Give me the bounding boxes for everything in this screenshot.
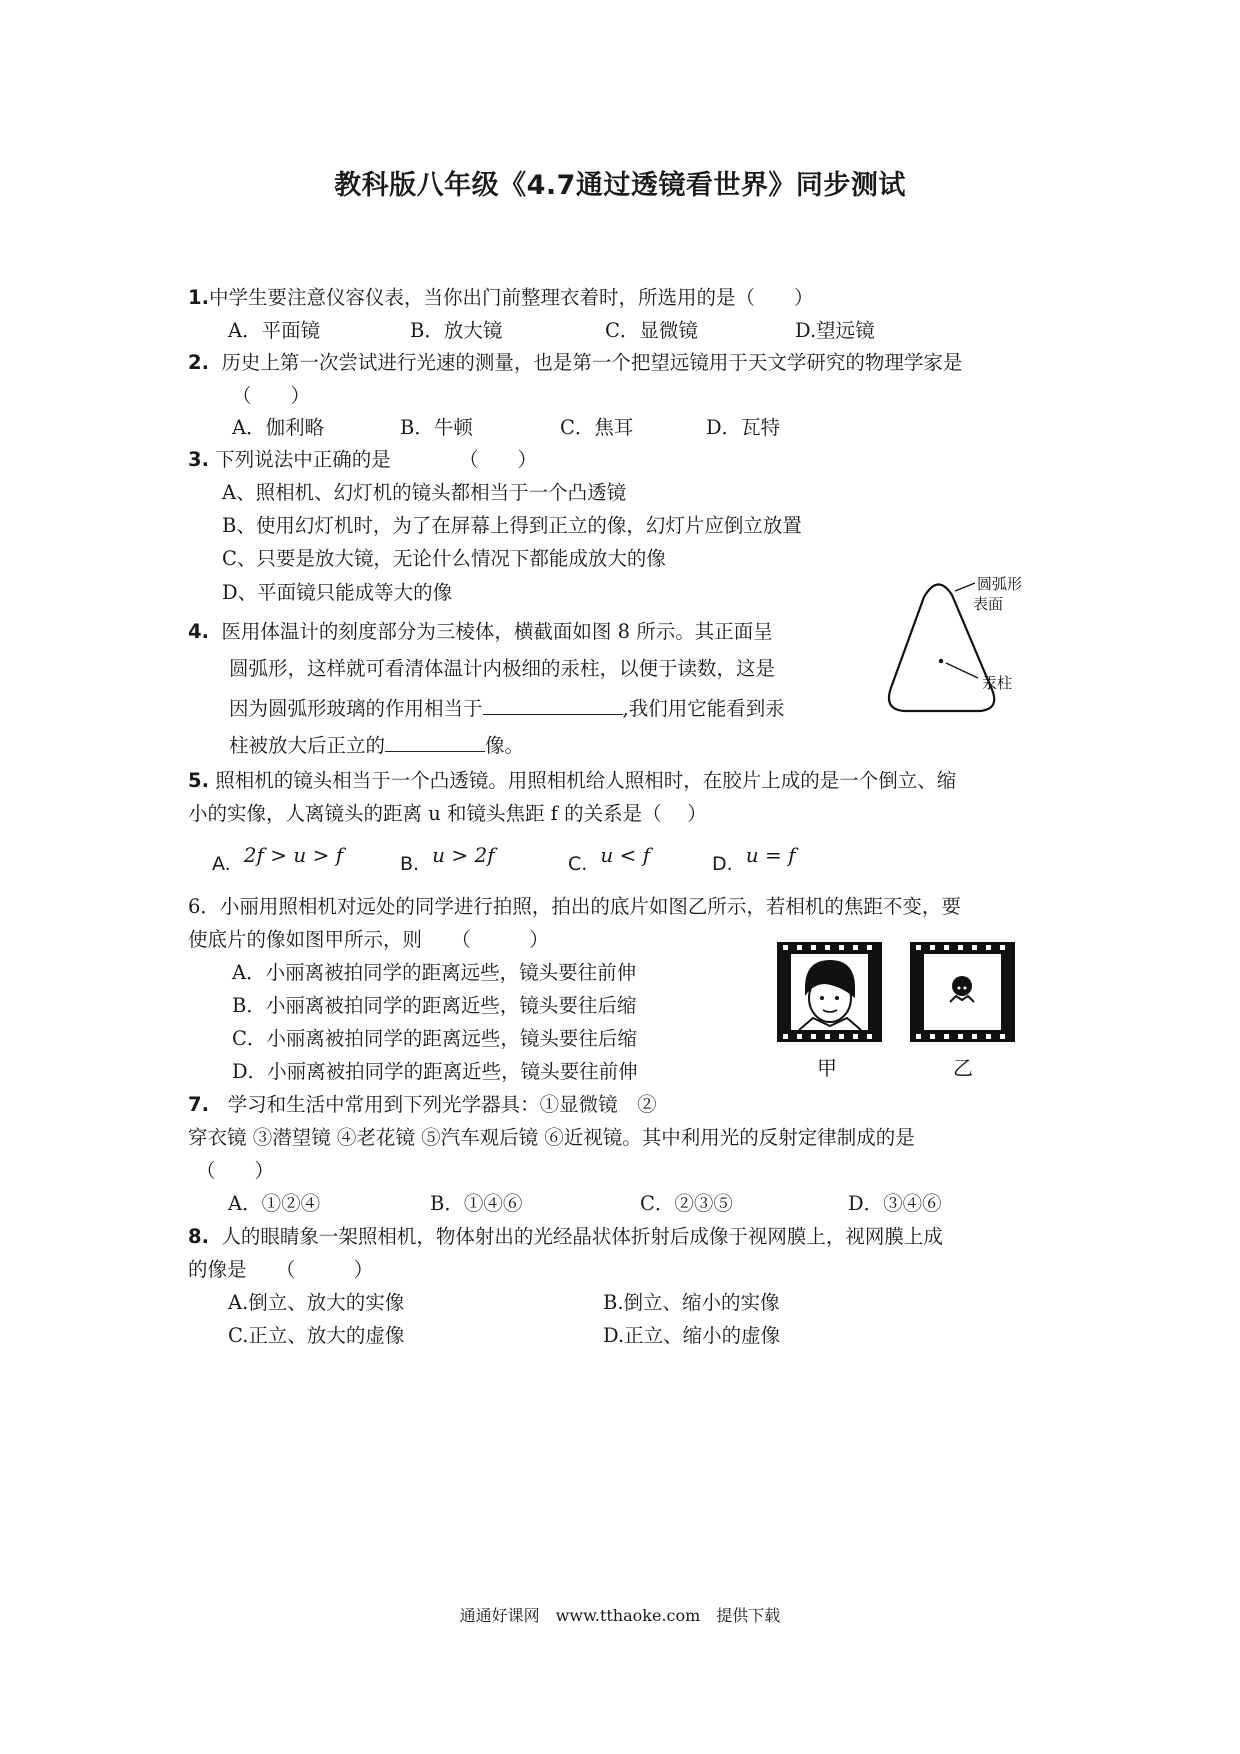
question-4-line-2: 圆弧形，这样就可看清体温计内极细的汞柱，以便于读数，这是: [229, 657, 776, 680]
figure-label-jia: 甲: [817, 1056, 837, 1080]
question-number: 7.: [188, 1093, 209, 1116]
q8-option-a: A.倒立、放大的实像: [228, 1291, 405, 1314]
question-number: 3.: [188, 448, 209, 471]
question-text: 柱被放大后正立的: [229, 734, 386, 757]
question-number: 4.: [188, 620, 209, 643]
option-expression: 2f > u > f: [243, 843, 344, 867]
q6-option-a: A．小丽离被拍同学的距离远些，镜头要往前伸: [232, 961, 637, 984]
question-3-stem: [188, 447, 537, 473]
question-4-line-4: [229, 731, 524, 759]
question-text: 下列说法中正确的是 （ ）: [215, 448, 537, 471]
question-number: 8.: [188, 1225, 209, 1248]
q7-option-a: A．①②④: [228, 1192, 321, 1215]
question-number: 6．: [188, 895, 220, 918]
leader-line: [955, 583, 975, 591]
q8-option-d: D.正立、缩小的虚像: [603, 1324, 781, 1347]
question-text: ,我们用它能看到汞: [622, 697, 785, 720]
option-letter: B.: [400, 853, 420, 875]
question-6-line-1: [188, 894, 961, 920]
answer-blank[interactable]: [483, 694, 623, 715]
question-text: 中学生要注意仪容仪表，当你出门前整理衣着时，所选用的是（ ）: [208, 286, 814, 309]
q3-option-b: B、使用幻灯机时，为了在屏幕上得到正立的像，幻灯片应倒立放置: [222, 514, 802, 537]
q2-option-a: A．伽利略: [232, 416, 325, 439]
question-text: 历史上第一次尝试进行光速的测量，也是第一个把望远镜用于天文学研究的物理学家是: [221, 351, 963, 374]
film-jia: [777, 942, 882, 1042]
q5-option-d: [712, 843, 796, 875]
q1-option-a: A．平面镜: [228, 319, 321, 342]
question-5-line-2: 小的实像，人离镜头的距离 u 和镜头焦距 f 的关系是（ ）: [188, 802, 707, 825]
question-2-stem-cont: （ ）: [232, 384, 311, 407]
figure-label: 表面: [973, 595, 1004, 613]
figure-label: 圆弧形: [977, 575, 1023, 593]
q7-option-b: B．①④⑥: [430, 1192, 523, 1215]
q3-option-a: A、照相机、幻灯机的镜头都相当于一个凸透镜: [222, 481, 627, 504]
thermometer-cross-section-figure: [870, 575, 1060, 720]
q2-option-d: D．瓦特: [706, 416, 781, 439]
q6-option-d: D．小丽离被拍同学的距离近些，镜头要往前伸: [232, 1060, 638, 1083]
q8-option-c: C.正立、放大的虚像: [228, 1324, 405, 1347]
option-expression: u > 2f: [432, 843, 495, 867]
question-7-line-2: 穿衣镜 ③潜望镜 ④老花镜 ⑤汽车观后镜 ⑥近视镜。其中利用光的反射定律制成的是: [188, 1126, 915, 1149]
q3-option-d: D、平面镜只能成等大的像: [222, 581, 453, 604]
option-letter: D.: [712, 853, 733, 875]
question-6-line-2: 使底片的像如图甲所示，则 （ ）: [188, 928, 549, 951]
figure-label-yi: 乙: [953, 1056, 973, 1080]
question-text: 照相机的镜头相当于一个凸透镜。用照相机给人照相时，在胶片上成的是一个倒立、缩: [215, 769, 957, 792]
question-8-line-1: [188, 1224, 943, 1250]
question-2-stem: [188, 350, 962, 376]
option-letter: C.: [568, 853, 588, 875]
q3-option-c: C、只要是放大镜，无论什么情况下都能成放大的像: [222, 547, 666, 570]
q1-option-c: C．显微镜: [605, 319, 698, 342]
q7-option-c: C．②③⑤: [640, 1192, 733, 1215]
question-4-line-1: [188, 619, 773, 645]
question-7-line-1: [188, 1092, 657, 1118]
mercury-column-dot: [939, 659, 943, 663]
question-text: 小丽用照相机对远处的同学进行拍照，拍出的底片如图乙所示，若相机的焦距不变，要: [219, 895, 961, 918]
q7-option-d: D．③④⑥: [848, 1192, 942, 1215]
page-title: 教科版八年级《4.7通过透镜看世界》同步测试: [334, 170, 906, 201]
page-footer: 通通好课网 www.tthaoke.com 提供下载: [459, 1606, 781, 1625]
question-text: 人的眼睛象一架照相机，物体射出的光经晶状体折射后成像于视网膜上，视网膜上成: [221, 1225, 943, 1248]
question-number: 2.: [188, 351, 209, 374]
small-face: [952, 976, 972, 996]
q1-option-b: B．放大镜: [410, 319, 503, 342]
leader-line: [946, 663, 978, 678]
question-4-line-3: [229, 694, 785, 722]
question-text: 学习和生活中常用到下列光学器具：①显微镜 ②: [227, 1093, 657, 1116]
q6-option-c: C．小丽离被拍同学的距离远些，镜头要往后缩: [232, 1027, 637, 1050]
question-number: 5.: [188, 769, 209, 792]
answer-blank[interactable]: [385, 731, 485, 752]
option-letter: A.: [212, 853, 231, 875]
question-text: 医用体温计的刻度部分为三棱体，横截面如图 8 所示。其正面呈: [221, 620, 773, 643]
film-negatives-figure: [775, 940, 1035, 1085]
q8-option-b: B.倒立、缩小的实像: [603, 1291, 780, 1314]
film-yi: [910, 942, 1015, 1042]
q1-option-d: D.望远镜: [795, 319, 875, 342]
q2-option-b: B．牛顿: [400, 416, 473, 439]
q5-option-b: [400, 843, 495, 875]
question-1-stem: [188, 285, 814, 311]
question-text: 因为圆弧形玻璃的作用相当于: [229, 697, 483, 720]
question-number: 1.: [188, 286, 209, 309]
question-text: 像。: [485, 734, 525, 757]
question-7-line-3: （ ）: [196, 1159, 275, 1182]
question-5-line-1: [188, 768, 956, 794]
q6-option-b: B．小丽离被拍同学的距离近些，镜头要往后缩: [232, 994, 637, 1017]
q5-option-c: [568, 843, 651, 875]
q2-option-c: C．焦耳: [560, 416, 634, 439]
option-expression: u = f: [745, 843, 796, 867]
option-expression: u < f: [600, 843, 651, 867]
question-8-line-2: 的像是 （ ）: [188, 1258, 374, 1281]
figure-label: 汞柱: [982, 674, 1013, 692]
q5-option-a: [212, 843, 344, 875]
